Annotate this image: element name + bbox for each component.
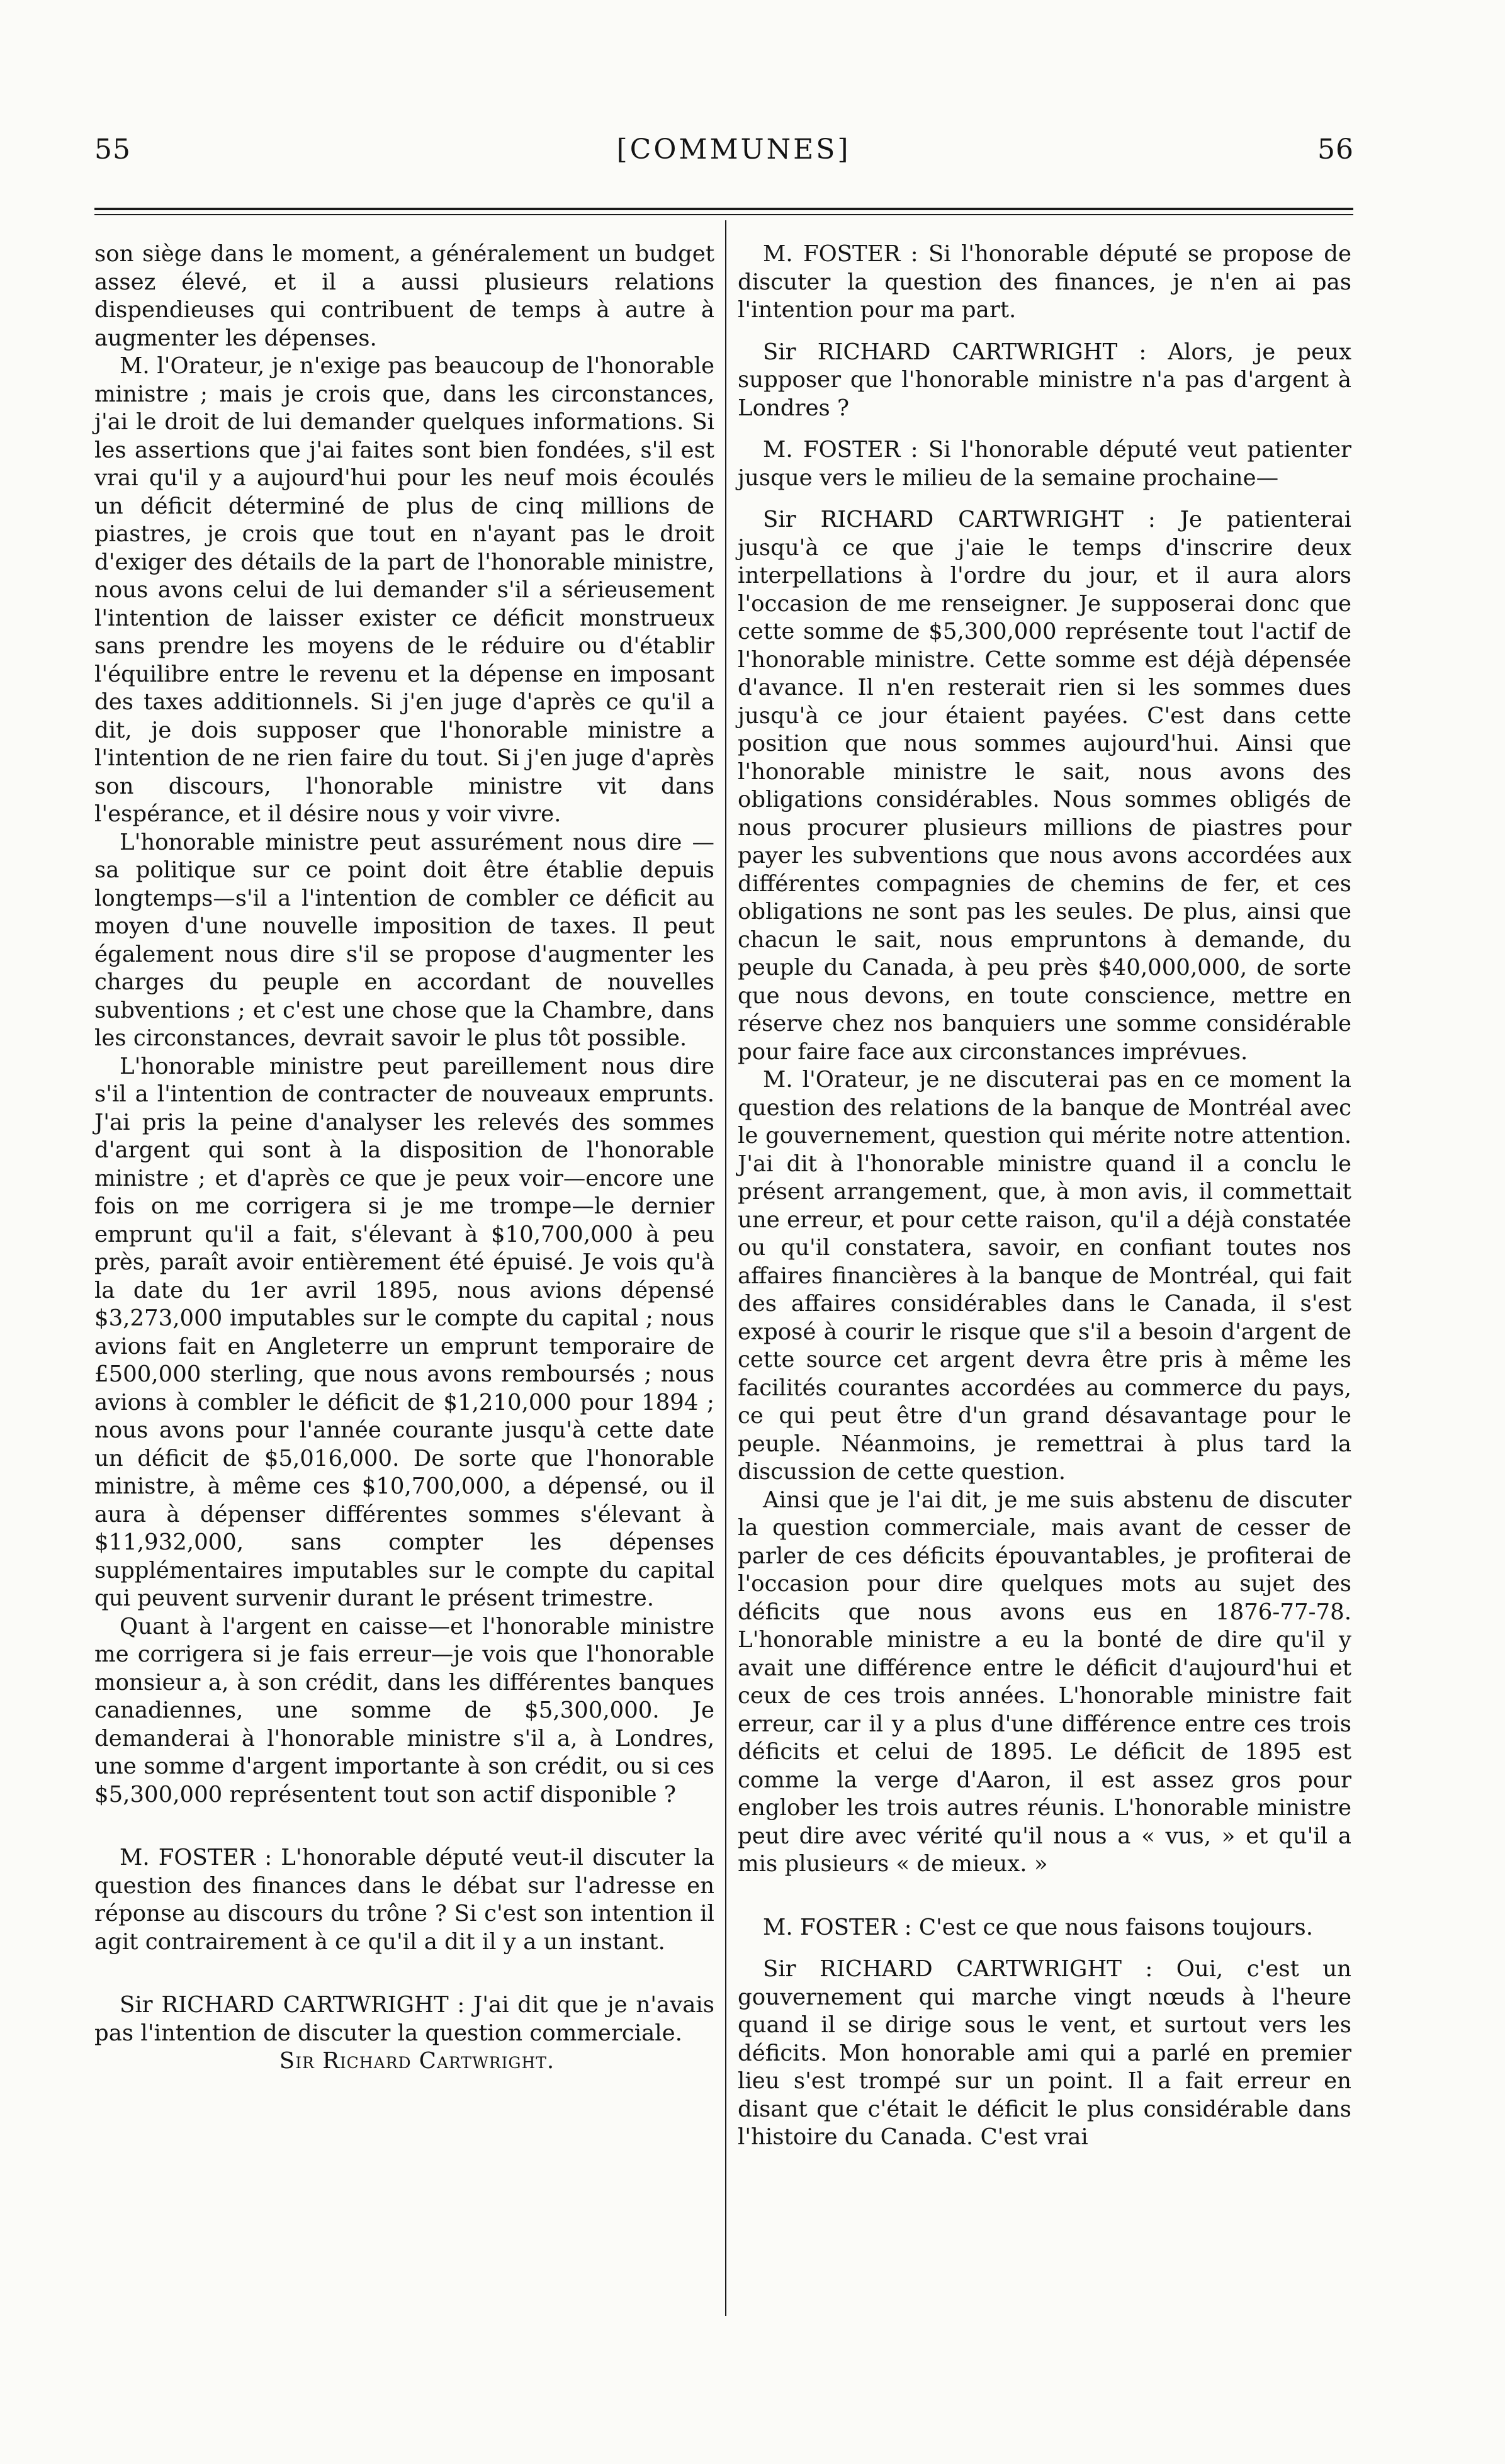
speech-foster: M. FOSTER : Si l'honorable député se propose de discuter la question des finances, je n'en ai pas l'intention pour ma part. <box>738 241 1351 323</box>
speaker-signature: Sir Richard Cartwright. <box>279 2048 555 2074</box>
speech-cartwright: Sir RICHARD CARTWRIGHT : J'ai dit que je n'avais pas l'intention de discuter la question commerciale. <box>94 1992 714 2046</box>
paragraph: Quant à l'argent en caisse—et l'honorable ministre me corrigera si je fais erreur—je vois que l'honorable monsieur a, à son crédit, dans les différentes banques canadiennes, une somme de $5,300,000. Je demanderai à l'honorable ministre s'il a, à Londres, une somme d'argent importante à son crédit, ou si ces $5,300,000 représentent tout son actif disponible ? <box>94 1613 714 1808</box>
speech-cartwright: Sir RICHARD CARTWRIGHT : Oui, c'est un gouvernement qui marche vingt nœuds à l'heure quand il se dirige sous le vent, et surtout vers les déficits. Mon honorable ami qui a parlé en premier lieu s'est trompé sur un point. Il a fait erreur en disant que c'était le déficit le plus considérable dans l'histoire du Canada. C'est vrai <box>738 1956 1351 2150</box>
speech-foster: M. FOSTER : Si l'honorable député veut patienter jusque vers le milieu de la semaine prochaine— <box>738 437 1351 491</box>
paragraph: L'honorable ministre peut pareillement nous dire s'il a l'intention de contracter de nouveaux emprunts. J'ai pris la peine d'analyser les relevés des sommes d'argent qui sont à la disposition de l'honorable ministre ; et d'après ce que je peux voir—encore une fois on me corrigera si je me trompe—le dernier emprunt qu'il a fait, s'élevant à $10,700,000 à peu près, paraît avoir entièrement été épuisé. Je vois qu'à la date du 1er avril 1895, nous avions dépensé $3,273,000 imputables sur le compte du capital ; nous avions fait en Angleterre un emprunt temporaire de £500,000 sterling, que nous avons remboursés ; nous avions à combler le déficit de $1,210,000 pour 1894 ; nous avons pour l'année courante jusqu'à cette date un déficit de $5,016,000. De sorte que l'honorable ministre, à même ces $10,700,000, a dépensé, ou il aura à dépenser différentes sommes s'élevant à $11,932,000, sans compter les dépenses supplémentaires imputables sur le compte du capital qui peuvent survenir durant le présent trimestre. <box>94 1053 714 1611</box>
speech-foster: M. FOSTER : C'est ce que nous faisons toujours. <box>763 1914 1314 1940</box>
speech-foster: M. FOSTER : L'honorable député veut-il discuter la question des finances dans le débat sur l'adresse en réponse au discours du trône ? Si c'est son intention il agit contrairement à ce qu'il a dit il y a un instant. <box>94 1845 714 1955</box>
running-header-title: [COMMUNES] <box>616 133 851 166</box>
speech-cartwright: Sir RICHARD CARTWRIGHT : Je patienterai jusqu'à ce que j'aie le temps d'inscrire deux interpellations à l'ordre du jour, et il aura alors l'occasion de me renseigner. Je supposerai donc que cette somme de $5,300,000 représente tout l'actif de l'honorable ministre. Cette somme est déjà dépensée d'avance. Il n'en resterait rien si les sommes dues jusqu'à ce jour étaient payées. C'est dans cette position que nous sommes aujourd'hui. Ainsi que l'honorable ministre le sait, nous avons des obligations considérables. Nous sommes obligés de nous procurer plusieurs millions de piastres pour payer les subventions que nous avons accordées aux différentes compagnies de chemins de fer, et ces obligations ne sont pas les seules. De plus, ainsi que chacun le sait, nous empruntons à demande, du peuple du Canada, à peu près $40,000,000, de sorte que nous devons, en toute conscience, mettre en réserve chez nos banquiers une somme considérable pour faire face aux circonstances imprévues. <box>738 507 1351 1065</box>
header-rule-thin <box>94 214 1353 215</box>
left-column <box>94 240 714 2076</box>
paragraph: M. l'Orateur, je n'exige pas beaucoup de l'honorable ministre ; mais je crois que, dans les circonstances, j'ai le droit de lui demander quelques informations. Si les assertions que j'ai faites sont bien fondées, s'il est vrai qu'il y a aujourd'hui pour les neuf mois écoulés un déficit déterminé de plus de cinq millions de piastres, je crois que tout en n'ayant pas le droit d'exiger des détails de la part de l'honorable ministre, nous avons celui de lui demander s'il a sérieusement l'intention de laisser exister ce déficit monstrueux sans prendre les moyens de le réduire ou d'établir l'équilibre entre le revenu et la dépense en imposant des taxes additionnels. Si j'en juge d'après ce qu'il a dit, je dois supposer que l'honorable ministre a l'intention de ne rien faire du tout. Si j'en juge d'après son discours, l'honorable ministre vit dans l'espérance, et il désire nous y voir vivre. <box>94 353 714 827</box>
paragraph: M. l'Orateur, je ne discuterai pas en ce moment la question des relations de la banque de Montréal avec le gouvernement, question qui mérite notre attention. J'ai dit à l'honorable ministre quand il a conclu le présent arrangement, que, à mon avis, il commettait une erreur, et pour cette raison, qu'il a déjà constatée ou qu'il constatera, savoir, en confiant toutes nos affaires financières à la banque de Montréal, qui fait des affaires considérables dans le Canada, il s'est exposé à courir le risque que s'il a besoin d'argent de cette source cet argent devra être pris à même les facilités courantes accordées au commerce du pays, ce qui peut être d'un grand désavantage pour le peuple. Néanmoins, je remettrai à plus tard la discussion de cette question. <box>738 1067 1351 1485</box>
column-divider <box>725 220 726 2316</box>
page-number-left: 55 <box>94 133 131 166</box>
page-number-right: 56 <box>1317 133 1354 166</box>
header-rule-thick <box>94 208 1353 210</box>
paragraph: L'honorable ministre peut assurément nous dire —sa politique sur ce point doit être établie depuis longtemps—s'il a l'intention de combler ce déficit au moyen d'une nouvelle imposition de taxes. Il peut également nous dire s'il se propose d'augmenter les charges du peuple en accordant de nouvelles subventions ; et c'est une chose que la Chambre, dans les circonstances, devrait savoir le plus tôt possible. <box>94 829 714 1051</box>
paragraph: son siège dans le moment, a généralement un budget assez élevé, et il a aussi plusieurs relations dispendieuses qui contribuent de temps à autre à augmenter les dépenses. <box>94 241 714 351</box>
speech-cartwright: Sir RICHARD CARTWRIGHT : Alors, je peux supposer que l'honorable ministre n'a pas d'argent à Londres ? <box>738 339 1351 421</box>
paragraph: Ainsi que je l'ai dit, je me suis abstenu de discuter la question commerciale, mais avant de cesser de parler de ces déficits épouvantables, je profiterai de l'occasion pour dire quelques mots au sujet des déficits que nous avons eus en 1876-77-78. L'honorable ministre a eu la bonté de dire qu'il y avait une différence entre le déficit d'aujourd'hui et ceux de ces trois années. L'honorable ministre fait erreur, car il y a plus d'une différence entre ces trois déficits et celui de 1895. Le déficit de 1895 est comme la verge d'Aaron, il est assez gros pour englober les trois autres réunis. L'honorable ministre peut dire avec vérité qu'il nous a « vus, » et qu'il a mis plusieurs « de mieux. » <box>738 1487 1351 1877</box>
right-column <box>738 240 1351 2152</box>
